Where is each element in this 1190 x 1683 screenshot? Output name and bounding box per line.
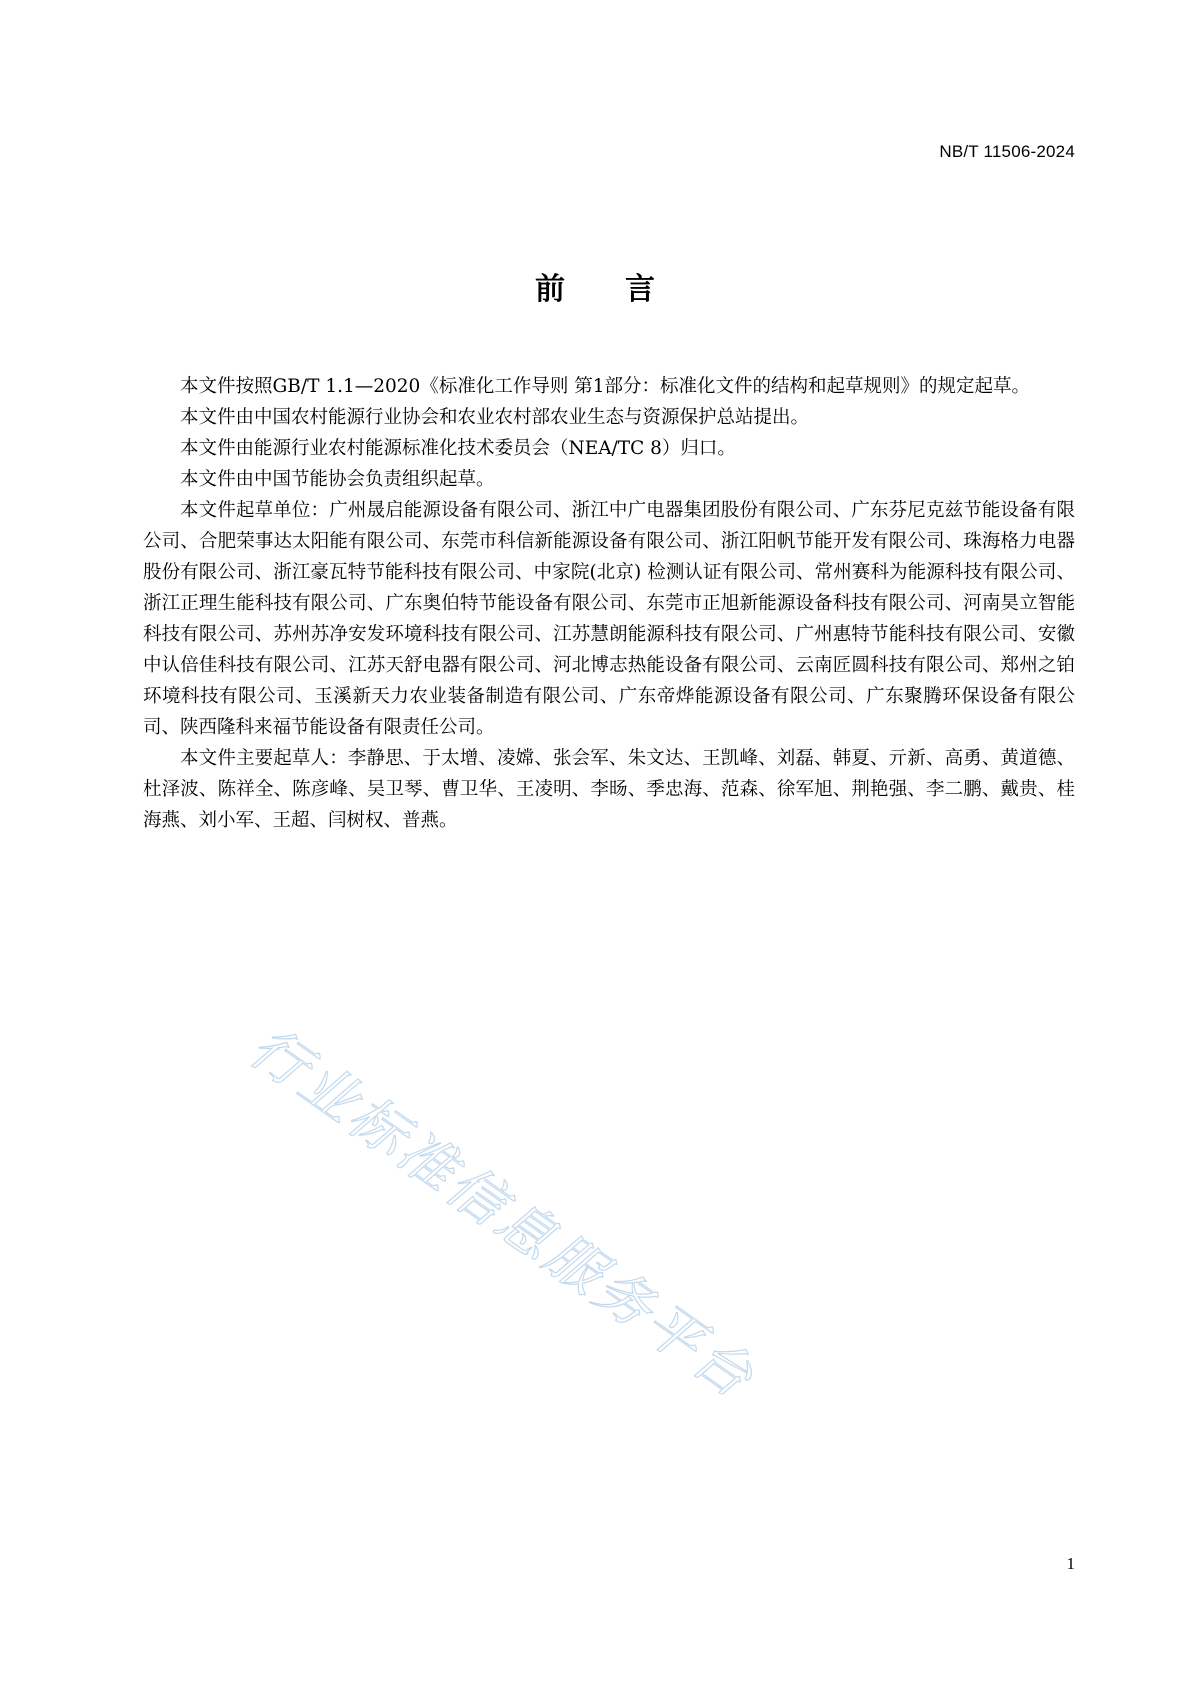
paragraph-drafters: 本文件主要起草人：李静思、于太增、凌嫦、张会军、朱文达、王凯峰、刘磊、韩夏、亓新、高勇、黄道德、杜泽波、陈祥全、陈彦峰、吴卫琴、曹卫华、王凌明、李旸、季忠海、范森、徐军旭、荆艳强、李二鹏、戴贵、桂海燕、刘小军、王超、闫树权、普燕。	[143, 748, 1075, 831]
title-char-1: 前	[535, 272, 565, 307]
watermark: 行业标准信息服务平台	[237, 1014, 767, 1413]
paragraph-proposer: 本文件由中国农村能源行业协会和农业农村部农业生态与资源保护总站提出。	[180, 407, 810, 428]
page-title	[0, 264, 1190, 308]
page-number: 1	[1066, 1554, 1075, 1573]
standard-code: NB/T 11506-2024	[939, 142, 1075, 161]
paragraph-drafting-units: 本文件起草单位：广州晟启能源设备有限公司、浙江中广电器集团股份有限公司、广东芬尼克兹节能设备有限公司、合肥荣事达太阳能有限公司、东莞市科信新能源设备有限公司、浙江阳帆节能开发有限公司、珠海格力电器股份有限公司、浙江豪瓦特节能科技有限公司、中家院(北京) 检测认证有限公司、常州赛科为能源科技有限公司、浙江正理生能科技有限公司、广东奥伯特节能设备有限公司、东莞市正旭新能源设备科技有限公司、河南昊立智能科技有限公司、苏州苏净安发环境科技有限公司、江苏慧朗能源科技有限公司、广州惠特节能科技有限公司、安徽中认倍佳科技有限公司、江苏天舒电器有限公司、河北博志热能设备有限公司、云南匠圆科技有限公司、郑州之铂环境科技有限公司、玉溪新天力农业装备制造有限公司、广东帝烨能源设备有限公司、广东聚腾环保设备有限公司、陕西隆科来福节能设备有限责任公司。	[143, 500, 1075, 738]
paragraph-organizer: 本文件由中国节能协会负责组织起草。	[180, 469, 495, 490]
paragraph-drafting-rules: 本文件按照GB/T 1.1—2020《标准化工作导则 第1部分：标准化文件的结构和起草规则》的规定起草。	[180, 376, 1030, 397]
foreword-body	[143, 371, 1075, 836]
paragraph-committee: 本文件由能源行业农村能源标准化技术委员会（NEA/TC 8）归口。	[180, 438, 736, 459]
title-char-2: 言	[625, 272, 655, 307]
